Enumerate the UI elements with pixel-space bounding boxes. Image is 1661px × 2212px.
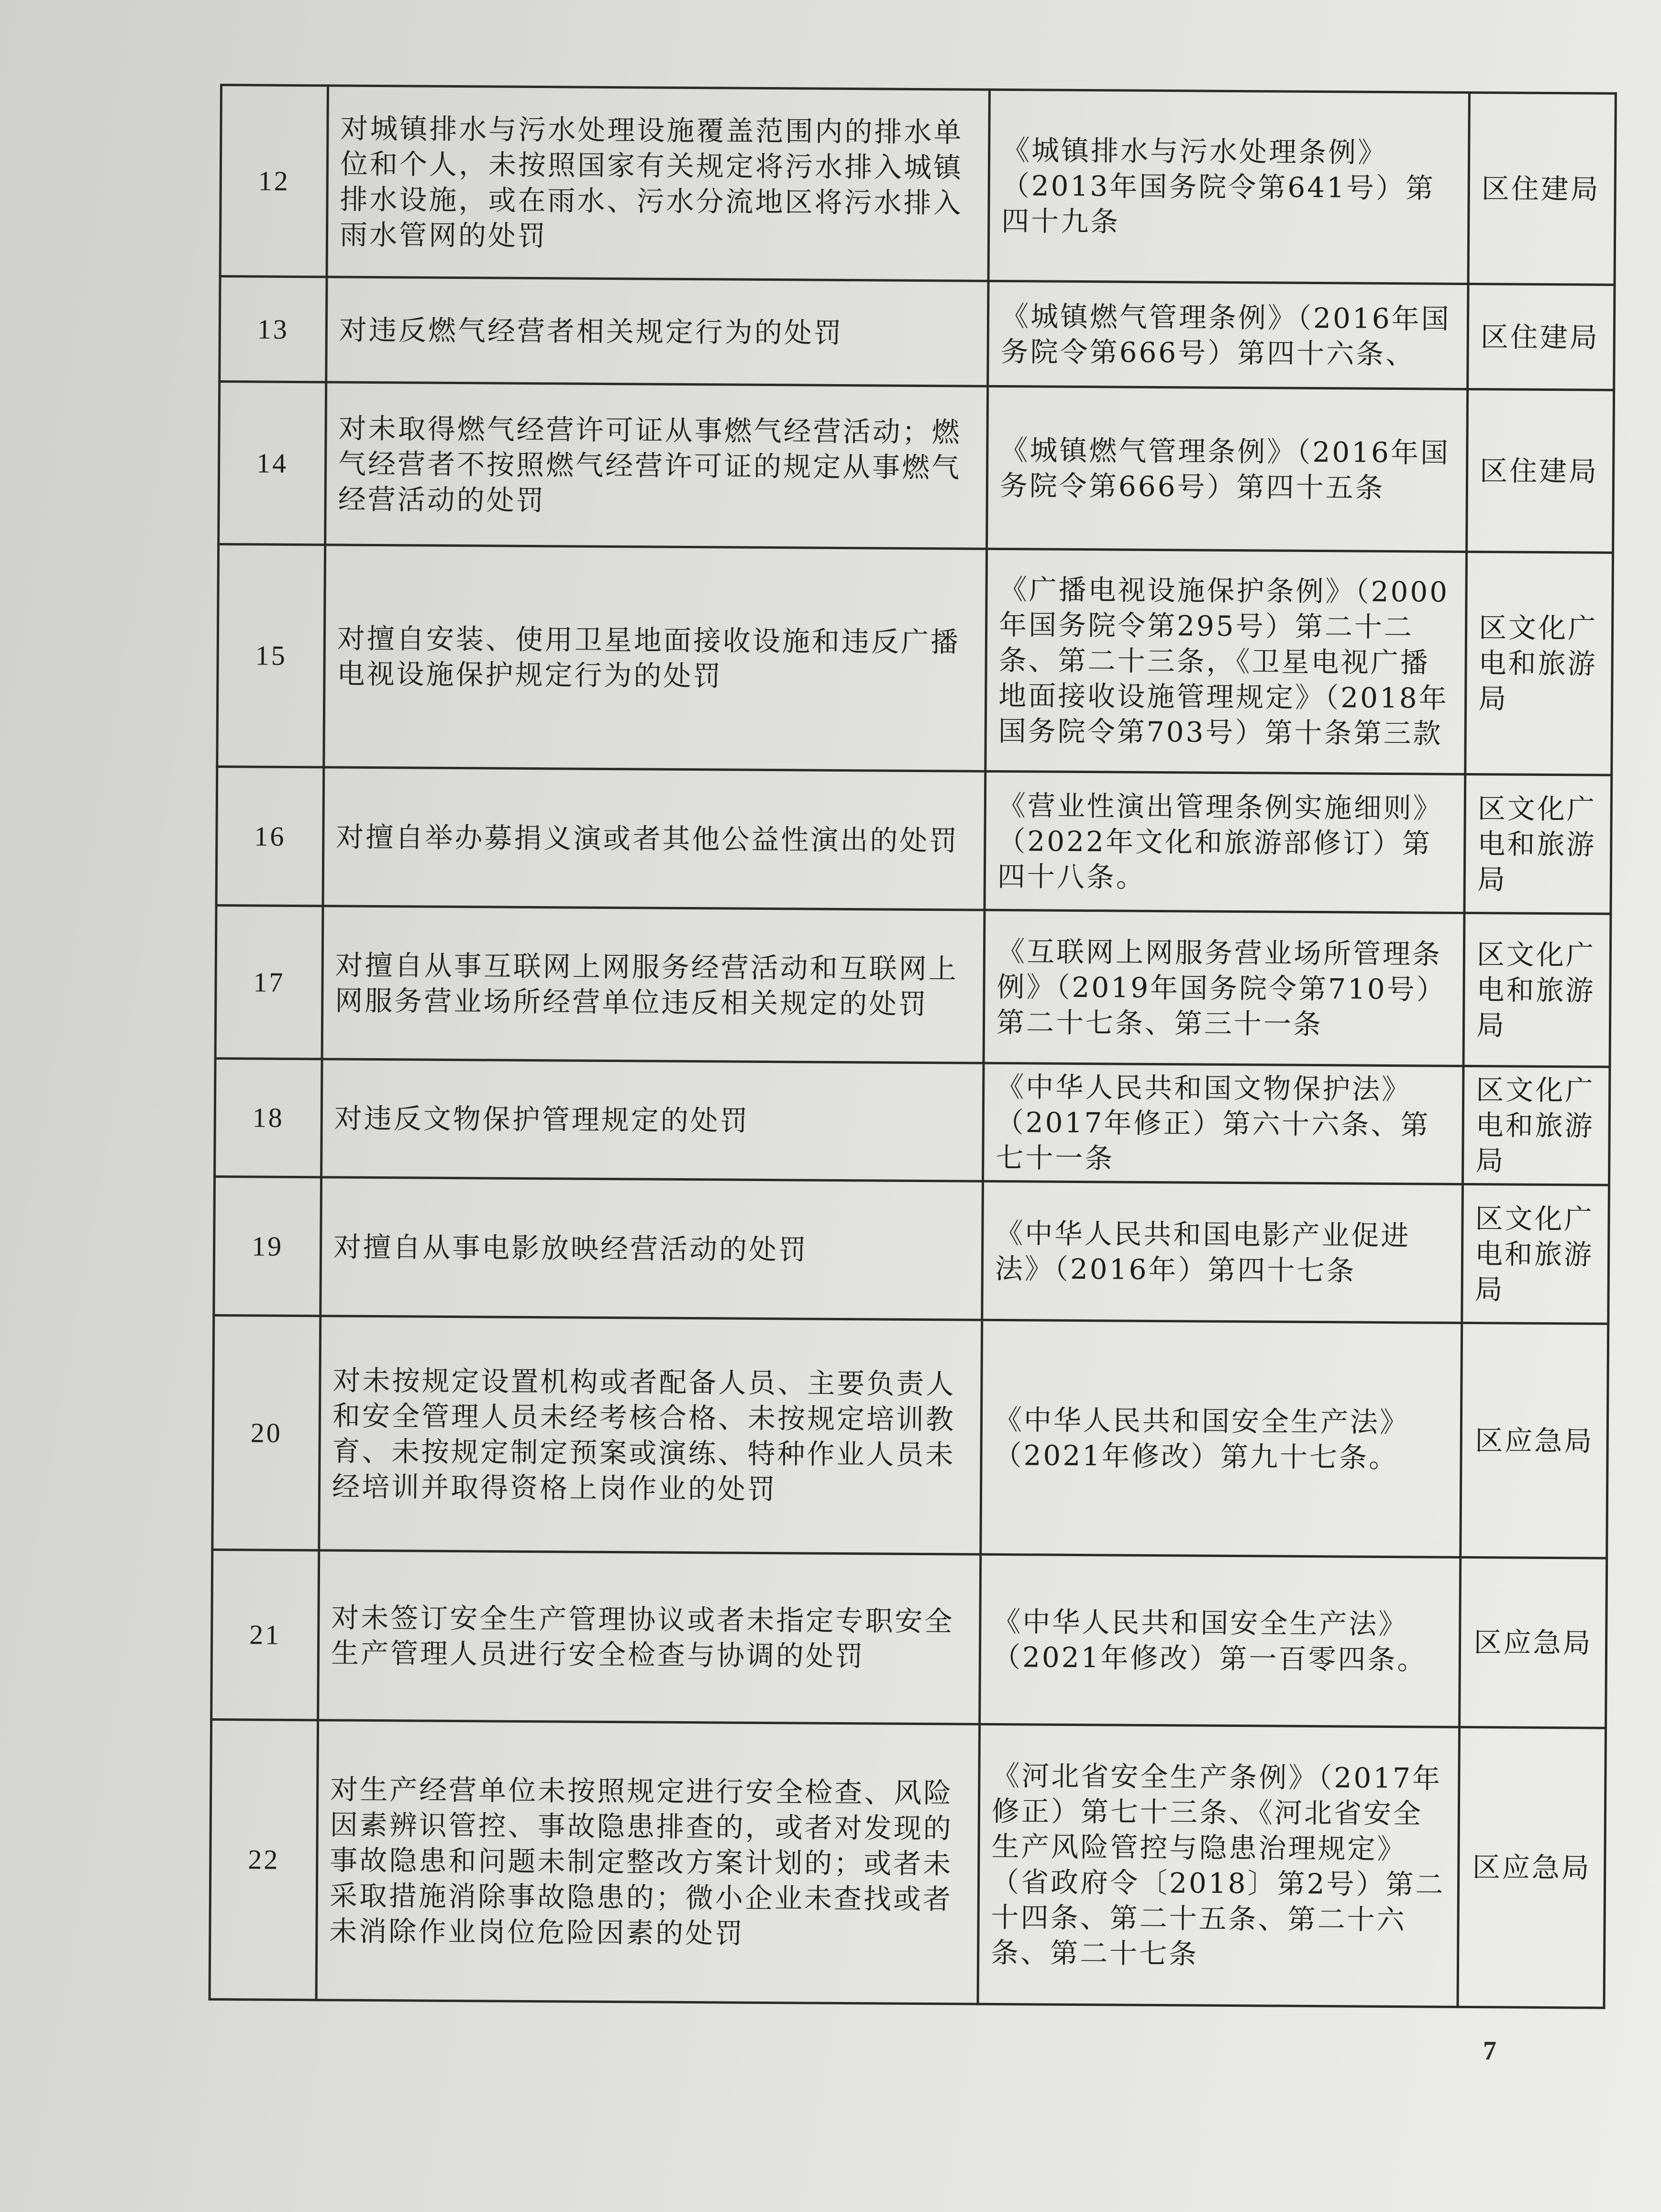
penalty-item: 对未按规定设置机构或者配备人员、主要负责人和安全管理人员未经考核合格、未按规定培训教育、未按规定制定预案或演练、特种作业人员未经培训并取得资格上岗作业的处罚 xyxy=(319,1316,982,1554)
penalty-item: 对违反文物保护管理规定的处罚 xyxy=(321,1059,984,1181)
legal-basis: 《城镇燃气管理条例》（2016年国务院令第666号）第四十五条 xyxy=(987,386,1468,552)
table-row xyxy=(215,905,1611,1067)
legal-basis: 《中华人民共和国安全生产法》（2021年修改）第九十七条。 xyxy=(981,1320,1462,1557)
responsible-department: 区文化广电和旅游局 xyxy=(1462,1184,1609,1324)
row-number: 19 xyxy=(214,1176,321,1316)
table-row xyxy=(211,1549,1607,1728)
table-row xyxy=(214,1176,1609,1324)
legal-basis: 《营业性演出管理条例实施细则》（2022年文化和旅游部修订）第四十八条。 xyxy=(985,771,1465,913)
table-row xyxy=(220,85,1616,285)
responsible-department: 区住建局 xyxy=(1468,92,1616,285)
legal-basis: 《河北省安全生产条例》（2017年修正）第七十三条、《河北省安全生产风险管控与隐患治理规定》（省政府令〔2018〕第2号）第二十四条、第二十五条、第二十六条、第二十七条 xyxy=(978,1724,1460,2007)
responsible-department: 区文化广电和旅游局 xyxy=(1462,1066,1610,1185)
table-row xyxy=(216,766,1612,914)
table-row xyxy=(219,382,1614,553)
row-number: 14 xyxy=(219,382,326,545)
penalty-item: 对未取得燃气经营许可证从事燃气经营活动；燃气经营者不按照燃气经营许可证的规定从事燃气经营活动的处罚 xyxy=(325,382,988,549)
penalty-item: 对未签订安全生产管理协议或者未指定专职安全生产管理人员进行安全检查与协调的处罚 xyxy=(318,1550,981,1724)
row-number: 13 xyxy=(220,276,327,382)
page-number: 7 xyxy=(1483,2036,1496,2066)
table-row xyxy=(220,276,1615,390)
legal-basis: 《城镇燃气管理条例》（2016年国务院令第666号）第四十六条、 xyxy=(988,281,1468,389)
row-number: 16 xyxy=(216,766,324,906)
row-number: 22 xyxy=(210,1719,318,2000)
responsible-department: 区文化广电和旅游局 xyxy=(1463,913,1611,1067)
responsible-department: 区文化广电和旅游局 xyxy=(1465,552,1613,775)
penalty-item: 对擅自安装、使用卫星地面接收设施和违反广播电视设施保护规定行为的处罚 xyxy=(324,545,987,771)
penalty-item: 对城镇排水与污水处理设施覆盖范围内的排水单位和个人，未按照国家有关规定将污水排入城镇排水设施，或在雨水、污水分流地区将污水排入雨水管网的处罚 xyxy=(327,86,989,281)
responsible-department: 区文化广电和旅游局 xyxy=(1464,774,1612,914)
table-row xyxy=(210,1719,1606,2008)
row-number: 21 xyxy=(211,1549,319,1720)
penalty-item: 对擅自从事电影放映经营活动的处罚 xyxy=(321,1177,983,1320)
legal-basis: 《中华人民共和国电影产业促进法》（2016年）第四十七条 xyxy=(982,1181,1463,1323)
responsible-department: 区住建局 xyxy=(1468,284,1615,390)
penalty-item: 对擅自从事互联网上网服务经营活动和互联网上网服务营业场所经营单位违反相关规定的处罚 xyxy=(322,906,985,1063)
row-number: 12 xyxy=(220,85,328,277)
row-number: 15 xyxy=(217,544,325,767)
responsible-department: 区应急局 xyxy=(1461,1323,1608,1558)
table-row xyxy=(215,1058,1610,1185)
responsible-department: 区住建局 xyxy=(1467,389,1614,553)
penalty-item: 对违反燃气经营者相关规定行为的处罚 xyxy=(326,277,988,386)
row-number: 17 xyxy=(215,905,323,1059)
responsible-department: 区应急局 xyxy=(1458,1727,1606,2008)
row-number: 20 xyxy=(212,1315,321,1550)
table-row xyxy=(212,1315,1608,1558)
legal-basis: 《中华人民共和国文物保护法》（2017年修正）第六十六条、第七十一条 xyxy=(983,1063,1463,1184)
penalty-item: 对擅自举办募捐义演或者其他公益性演出的处罚 xyxy=(323,767,986,910)
table-row xyxy=(217,544,1613,775)
legal-basis: 《中华人民共和国安全生产法》（2021年修改）第一百零四条。 xyxy=(980,1554,1461,1727)
legal-basis: 《城镇排水与污水处理条例》（2013年国务院令第641号）第四十九条 xyxy=(988,89,1469,284)
penalty-item: 对生产经营单位未按照规定进行安全检查、风险因素辨识管控、事故隐患排查的，或者对发现的事故隐患和问题未制定整改方案计划的；或者未采取措施消除事故隐患的；微小企业未查找或者未消除作业岗位危险因素的处罚 xyxy=(316,1720,980,2004)
responsible-department: 区应急局 xyxy=(1460,1557,1607,1728)
legal-basis: 《互联网上网服务营业场所管理条例》（2019年国务院令第710号）第二十七条、第三十一条 xyxy=(984,910,1464,1066)
row-number: 18 xyxy=(215,1058,322,1177)
legal-basis: 《广播电视设施保护条例》（2000年国务院令第295号）第二十二条、第二十三条，《卫星电视广播地面接收设施管理规定》（2018年国务院令第703号）第十条第三款 xyxy=(986,549,1467,774)
penalty-items-table xyxy=(209,84,1617,2009)
